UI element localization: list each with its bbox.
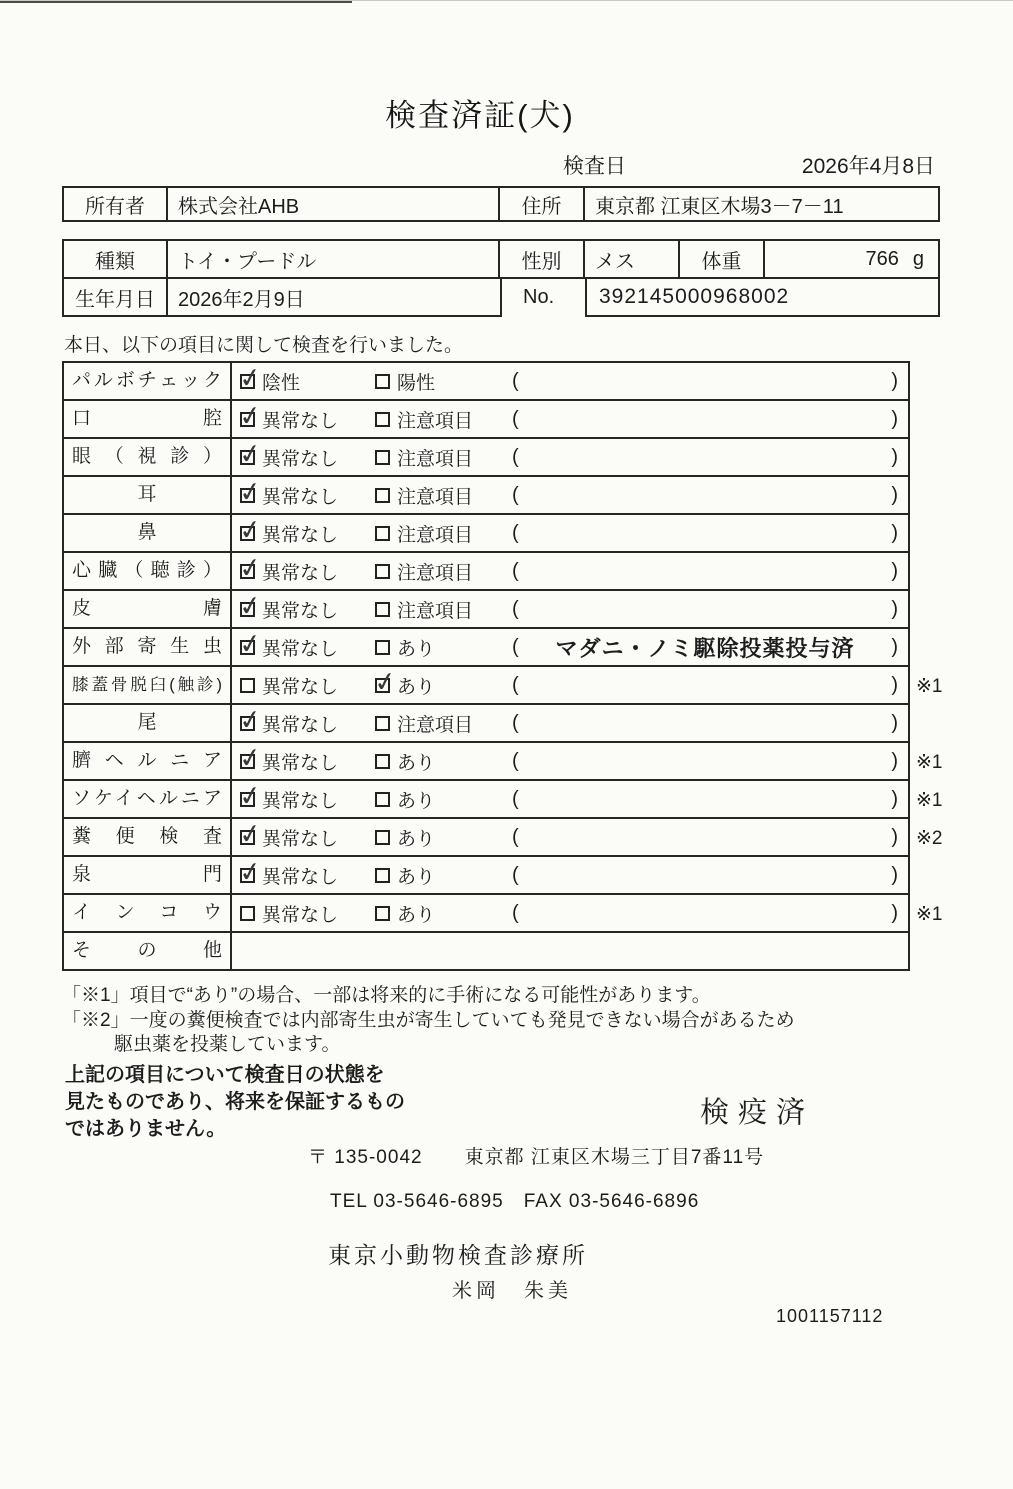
intro-text: 本日、以下の項目に関して検査を行いました。 [64,335,464,356]
paren-open: ( [512,483,519,506]
option-normal [232,667,367,703]
postal-code: 〒 135-0042 [308,1147,423,1168]
option-label: 注意項目 [397,486,474,508]
checkbox-icon [240,792,255,807]
item-label: 糞便検査 [64,819,232,855]
paren-open: ( [512,407,519,430]
option-label: 注意項目 [397,448,474,470]
option-present [367,781,502,817]
paren-open: ( [512,673,519,696]
footnote-ref: ※1 [916,904,943,925]
tel-number: TEL 03-5646-6895 [330,1191,504,1212]
disclaimer-text [65,1062,405,1143]
checkbox-icon [375,412,390,427]
option-label: あり [397,638,436,660]
pet-row [62,239,940,279]
breed-label: 種類 [64,241,168,277]
checklist-row-tail [62,703,910,743]
option-label: 異常なし [262,828,339,850]
birthdate-label: 生年月日 [64,279,168,315]
checkbox-icon [375,906,390,921]
option-normal [232,857,367,893]
checkbox-icon [240,450,255,465]
remarks-cell [502,553,908,589]
item-label: 泉門 [64,857,232,893]
paren-open: ( [512,369,519,392]
remark-text: マダニ・ノミ駆除投薬投与済 [555,635,855,661]
paren-open: ( [512,521,519,544]
exam-date-row [563,150,935,180]
disclaimer-line-1: 上記の項目について検査日の状態を [65,1064,385,1086]
item-label: 皮膚 [64,591,232,627]
option-present [367,629,502,665]
checkbox-icon [375,868,390,883]
option-caution [367,591,502,627]
option-label: 異常なし [262,524,339,546]
paren-close: ) [891,787,898,810]
checkbox-icon [240,526,255,541]
checklist-row-fecal-exam [62,817,943,857]
paren-open: ( [512,597,519,620]
option-normal [232,705,367,741]
option-normal [232,401,367,437]
weight-unit: g [912,247,924,270]
footnote-ref: ※1 [916,790,943,811]
paren-open: ( [512,901,519,924]
checkbox-icon [375,564,390,579]
exam-date-value: 2026年4月8日 [801,155,935,178]
checklist-row-patella [62,665,943,705]
paren-open: ( [512,445,519,468]
checklist-row-other [62,931,910,971]
remarks-cell [502,667,908,703]
option-positive [367,363,502,399]
weight-value: 766 [865,247,899,270]
remarks-cell [502,629,908,665]
option-label: 異常なし [262,410,339,432]
option-label: あり [397,676,436,698]
paren-close: ) [891,825,898,848]
option-label: あり [397,790,436,812]
option-label: 陰性 [262,372,301,394]
option-label: 異常なし [262,866,339,888]
serial-number: 1001157112 [776,1306,884,1326]
paren-open: ( [512,711,519,734]
option-normal [232,629,367,665]
remarks-cell [502,401,908,437]
option-label: 注意項目 [397,600,474,622]
option-present [367,667,502,703]
option-present [367,895,502,931]
option-label: 注意項目 [397,524,474,546]
veterinarian-name: 米岡 朱美 [452,1280,572,1302]
other-empty-cell [232,933,908,969]
footnote-ref: ※2 [916,828,943,849]
owner-value: 株式会社AHB [168,188,500,220]
checklist-row-inkou [62,893,943,933]
option-normal [232,591,367,627]
disclaimer-line-2: 見たものであり、将来を保証するもの [65,1091,405,1113]
option-label: あり [397,828,436,850]
item-label: 口腔 [64,401,232,437]
item-label: 尾 [64,705,232,741]
option-label: 異常なし [262,638,339,660]
option-label: 異常なし [262,448,339,470]
owner-row [62,186,940,222]
option-caution [367,477,502,513]
footnote-2-continued: 駆虫薬を投薬しています。 [114,1034,341,1055]
option-normal [232,819,367,855]
checkbox-icon [240,754,255,769]
exam-date-label: 検査日 [563,155,626,178]
paren-close: ) [891,597,898,620]
option-label: 異常なし [262,752,339,774]
clinic-phone [330,1191,699,1213]
remarks-cell [502,743,908,779]
remarks-cell [502,781,908,817]
option-label: 異常なし [262,714,339,736]
birthdate-row [62,277,502,317]
checkbox-icon [240,488,255,503]
option-normal [232,895,367,931]
option-label: 異常なし [262,676,339,698]
option-caution [367,439,502,475]
scan-edge-line [0,0,1013,1]
checklist-row-eyes [62,437,910,477]
item-label: その他 [64,933,232,969]
checkbox-icon [375,754,390,769]
checklist-row-external-parasites [62,627,910,667]
option-present [367,819,502,855]
footnote-ref: ※1 [916,676,943,697]
paren-open: ( [512,825,519,848]
option-label: 異常なし [262,790,339,812]
option-normal [232,743,367,779]
item-label: 耳 [64,477,232,513]
checkbox-icon [240,374,255,389]
paren-open: ( [512,749,519,772]
option-label: 注意項目 [397,410,474,432]
option-caution [367,705,502,741]
checkbox-icon [240,868,255,883]
option-label: 注意項目 [397,562,474,584]
checklist-row-fontanelle [62,855,910,895]
clinic-postal-address [308,1142,764,1169]
paren-open: ( [512,863,519,886]
remarks-cell [502,819,908,855]
checklist-row-inguinal-hernia [62,779,943,819]
item-label: インコウ [64,895,232,931]
birthdate-value: 2026年2月9日 [178,288,305,311]
paren-close: ) [891,673,898,696]
checkbox-icon [240,564,255,579]
checklist-row-heart [62,551,910,591]
weight-value-cell [765,241,938,277]
option-label: 注意項目 [397,714,474,736]
remarks-cell [502,515,908,551]
address-label: 住所 [500,188,585,220]
weight-label: 体重 [680,241,765,277]
option-present [367,743,502,779]
option-normal [232,515,367,551]
paren-open: ( [512,559,519,582]
checklist-table [62,361,943,971]
sex-label: 性別 [500,241,585,277]
clinic-address: 東京都 江東区木場三丁目7番11号 [464,1147,765,1168]
remarks-cell [502,705,908,741]
paren-close: ) [891,711,898,734]
option-label: 異常なし [262,600,339,622]
paren-open: ( [512,787,519,810]
paren-close: ) [891,559,898,582]
footnote-ref: ※1 [916,752,943,773]
remarks-cell [502,857,908,893]
paren-close: ) [891,445,898,468]
breed-value: トイ・プードル [168,241,500,277]
paren-close: ) [891,521,898,544]
item-label: 鼻 [64,515,232,551]
option-present [367,857,502,893]
option-caution [367,553,502,589]
checklist-row-skin [62,589,910,629]
no-value: 392145000968002 [585,277,940,317]
footnote-1: 「※1」項目で“あり”の場合、一部は将来的に手術になる可能性があります。 [62,985,711,1006]
item-label: パルボチェック [64,363,232,399]
checkbox-icon [240,716,255,731]
checkbox-icon [240,906,255,921]
item-label: 膝蓋骨脱臼(触診) [64,667,232,703]
item-label: 眼（視診） [64,439,232,475]
checkbox-icon [375,450,390,465]
checklist-row-umbilical-hernia [62,741,943,781]
option-label: 異常なし [262,904,339,926]
checkbox-icon [375,716,390,731]
option-label: 陽性 [397,372,436,394]
paren-close: ) [891,749,898,772]
checkbox-icon [375,602,390,617]
checklist-row-parvo [62,361,910,401]
owner-label: 所有者 [64,188,168,220]
option-label: あり [397,752,436,774]
footnote-2: 「※2」一度の糞便検査では内部寄生虫が寄生していても発見できない場合があるため [62,1010,795,1031]
paren-close: ) [891,369,898,392]
option-caution [367,401,502,437]
paren-close: ) [891,635,898,658]
option-label: 異常なし [262,486,339,508]
option-normal [232,439,367,475]
remarks-cell [502,895,908,931]
clinic-name: 東京小動物検査診療所 [328,1242,588,1268]
fax-number: FAX 03-5646-6896 [523,1191,700,1212]
remarks-cell [502,439,908,475]
option-normal [232,553,367,589]
item-label: 心臓（聴診） [64,553,232,589]
paren-close: ) [891,483,898,506]
remarks-cell [502,363,908,399]
option-negative [232,363,367,399]
paren-close: ) [891,863,898,886]
checklist-row-mouth [62,399,910,439]
paren-close: ) [891,901,898,924]
page-title: 検査済証(犬) [385,98,575,133]
checkbox-icon [375,830,390,845]
option-normal [232,781,367,817]
item-label: 臍ヘルニア [64,743,232,779]
remarks-cell [502,477,908,513]
paren-open: ( [512,635,519,658]
checkbox-icon [375,678,390,693]
quarantine-stamp: 検疫済 [700,1097,815,1129]
checkbox-icon [375,792,390,807]
checkbox-icon [375,526,390,541]
item-label: 外部寄生虫 [64,629,232,665]
sex-value: メス [585,241,680,277]
checkbox-icon [240,640,255,655]
checkbox-icon [375,374,390,389]
checkbox-icon [375,488,390,503]
option-caution [367,515,502,551]
option-label: 異常なし [262,562,339,584]
paren-close: ) [891,407,898,430]
no-label: No. [523,286,555,308]
checkbox-icon [375,640,390,655]
checkbox-icon [240,412,255,427]
item-label: ソケイヘルニア [64,781,232,817]
address-value: 東京都 江東区木場3－7－11 [595,195,844,218]
remarks-cell [502,591,908,627]
option-normal [232,477,367,513]
disclaimer-line-3: ではありません。 [65,1118,227,1140]
checkbox-icon [240,602,255,617]
checkbox-icon [240,830,255,845]
option-label: あり [397,866,436,888]
checklist-row-nose [62,513,910,553]
option-label: あり [397,904,436,926]
checklist-row-ears [62,475,910,515]
checkbox-icon [240,678,255,693]
